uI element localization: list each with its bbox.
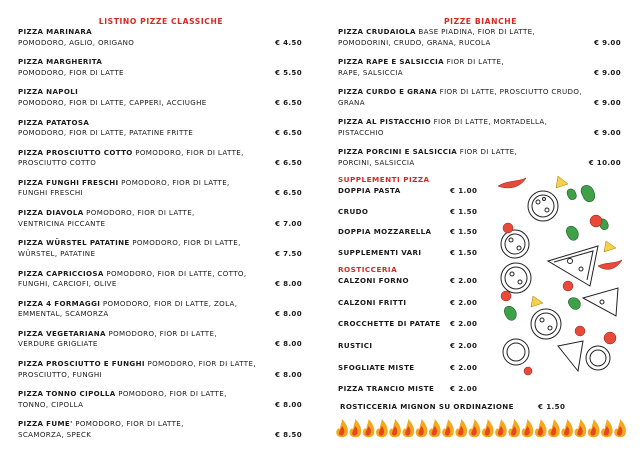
item-desc-1: POMODORO, FIOR DI LATTE, (115, 389, 227, 399)
item-name: PIZZA FUME' (18, 419, 73, 429)
item-name: PIZZA MARGHERITA (18, 57, 103, 67)
item-line-2: PROSCIUTTO COTTO (18, 158, 97, 168)
item-desc-1: BASE PIADINA, FIOR DI LATTE, (415, 27, 536, 36)
item-line-1 (18, 299, 304, 310)
white-pizza-title: PIZZE BIANCHE (444, 17, 517, 26)
flame-icon (535, 419, 547, 437)
item-price: € 8.50 (274, 429, 302, 439)
item-price: € 4.50 (274, 37, 302, 47)
flame-icon (548, 419, 560, 437)
item-price: € 9.00 (593, 127, 621, 137)
pizza-illustration (498, 166, 622, 378)
item-price: € 1.50 (450, 227, 478, 236)
item-name: PIZZA PROSCIUTTO E FUNGHI (18, 359, 145, 369)
item-line-2: POMODORO, FIOR DI LATTE, CAPPERI, ACCIUGHE (18, 97, 207, 107)
item-line-1 (338, 27, 623, 38)
flame-icon (561, 419, 573, 437)
item-name: PIZZA PROSCIUTTO COTTO (18, 147, 133, 157)
item-line-2: VENTRICINA PICCANTE (18, 218, 106, 228)
menu-item (18, 27, 304, 48)
item-price: € 8.00 (274, 369, 302, 379)
item-desc-1: FIOR DI LATTE, (457, 147, 518, 156)
menu-item (18, 178, 304, 199)
item-line-1 (18, 27, 304, 38)
item-name: CROCCHETTE DI PATATE (338, 319, 441, 329)
flame-icon (376, 419, 388, 437)
item-line-2: PROSCIUTTO, FUNGHI (18, 369, 102, 379)
item-name: PIZZA MARINARA (18, 27, 93, 36)
rosticceria-section (338, 265, 508, 394)
item-price: € 9.00 (593, 67, 621, 77)
item-desc-1: POMODORO, FIOR DI LATTE, COTTO, (103, 268, 247, 278)
item-price: € 2.00 (450, 384, 478, 394)
item-line-2: WÜRSTEL, PATATINE (18, 248, 96, 258)
item-line-2: VERDURE GRIGLIATE (18, 339, 98, 349)
flame-icon (614, 419, 626, 437)
item-line-1 (18, 359, 304, 370)
item-line-1 (18, 389, 304, 400)
item-price: € 1.50 (450, 206, 478, 216)
flame-icon (442, 419, 454, 437)
item-price: € 2.00 (450, 362, 478, 372)
item-desc-1: FIOR DI LATTE, (443, 57, 504, 66)
item-price: € 6.50 (274, 97, 302, 107)
classic-pizza-list (18, 27, 304, 440)
item-name: SFOGLIATE MISTE (338, 362, 415, 372)
item-name: SUPPLEMENTI VARI (338, 247, 422, 257)
item-name: PIZZA FUNGHI FRESCHI (18, 177, 119, 187)
flame-icon (389, 419, 401, 437)
menu-item (338, 207, 508, 217)
item-line-1 (18, 178, 304, 189)
item-name: PIZZA PATATOSA (18, 117, 90, 127)
item-line-1 (18, 87, 304, 98)
item-line-2: SCAMORZA, SPECK (18, 429, 92, 439)
flame-icon (363, 419, 375, 437)
item-line-1 (338, 87, 623, 98)
menu-item (18, 299, 304, 320)
menu-item (338, 319, 508, 329)
item-desc-1: POMODORO, FIOR DI LATTE, (144, 359, 256, 369)
item-desc-1: POMODORO, FIOR DI LATTE, (118, 177, 230, 187)
item-name: DOPPIA PASTA (338, 186, 401, 195)
classic-pizza-title: LISTINO PIZZE CLASSICHE (98, 17, 224, 26)
item-price: € 8.00 (274, 309, 302, 319)
item-price: € 1.00 (450, 186, 478, 195)
supplementi-section (338, 175, 508, 258)
flame-icon (416, 419, 428, 437)
item-line-2: FUNGHI, CARCIOFI, OLIVE (18, 279, 117, 288)
item-price: € 2.00 (450, 341, 478, 351)
supplementi-list (338, 186, 508, 258)
flame-icon (522, 419, 534, 437)
item-name: PIZZA RAPE E SALSICCIA (338, 57, 444, 66)
item-desc-1: POMODORO, FIOR DI LATTE, (83, 208, 195, 218)
item-line-2: FUNGHI FRESCHI (18, 188, 84, 198)
item-line-1 (18, 419, 304, 430)
item-price: € 2.00 (450, 276, 478, 285)
menu-item (18, 87, 304, 108)
menu-item (338, 87, 623, 108)
item-line-1 (18, 329, 304, 340)
flame-icon (601, 419, 613, 437)
item-name: PIZZA 4 FORMAGGI (18, 298, 101, 308)
item-name: PIZZA AL PISTACCHIO (338, 117, 431, 126)
menu-item (18, 269, 304, 290)
flame-icon (508, 419, 520, 437)
flame-icon (495, 419, 507, 437)
item-price: € 6.50 (274, 188, 302, 198)
item-line-2: TONNO, CIPOLLA (18, 399, 84, 409)
flame-icon (575, 419, 587, 437)
menu-item (338, 57, 623, 78)
item-line-1 (18, 238, 304, 249)
menu-item (18, 419, 304, 440)
item-name: CALZONI FORNO (338, 276, 409, 285)
item-name: PIZZA CURDO E GRANA (338, 87, 438, 96)
item-line-2: POMODORO, AGLIO, ORIGANO (18, 37, 135, 47)
item-line-1 (338, 57, 623, 68)
menu-item (338, 227, 508, 237)
item-desc-1: POMODORO, FIOR DI LATTE, (72, 419, 184, 429)
item-line-1 (338, 117, 623, 128)
item-desc-1: POMODORO, FIOR DI LATTE, (105, 328, 217, 338)
menu-item (18, 57, 304, 78)
menu-item (18, 329, 304, 350)
menu-item (338, 384, 508, 394)
item-line-1 (18, 118, 304, 129)
item-line-2: RAPE, SALSICCIA (338, 67, 403, 77)
item-desc-1: POMODORO, FIOR DI LATTE, (132, 147, 244, 157)
menu-item (18, 208, 304, 229)
flame-icon (588, 419, 600, 437)
menu-item (18, 359, 304, 380)
item-line-2: GRANA (338, 97, 365, 107)
item-price: € 10.00 (588, 157, 621, 167)
item-line-2: POMODORINI, CRUDO, GRANA, RUCOLA (338, 37, 491, 47)
flame-icon (350, 419, 362, 437)
item-desc-1: POMODORO, FIOR DI LATTE, (129, 238, 241, 248)
item-line-2: POMODORO, FIOR DI LATTE, PATATINE FRITTE (18, 128, 194, 138)
supplementi-title: SUPPLEMENTI PIZZA (338, 175, 430, 184)
item-name: PIZZA CRUDAIOLA (338, 27, 416, 36)
item-line-2: POMODORO, FIOR DI LATTE (18, 67, 124, 77)
item-line-1 (18, 269, 304, 280)
item-name: PIZZA NAPOLI (18, 87, 79, 97)
item-name: PIZZA WÜRSTEL PATATINE (18, 238, 130, 248)
flame-icon (403, 419, 415, 437)
menu-item (338, 341, 508, 351)
menu-item (338, 186, 508, 196)
item-price: € 8.00 (274, 339, 302, 349)
rosticceria-list (338, 276, 508, 394)
item-name: PIZZA CAPRICCIOSA (18, 268, 104, 278)
item-price: € 5.50 (274, 67, 302, 77)
item-price: € 8.00 (274, 399, 302, 409)
flame-icon (455, 419, 467, 437)
item-line-2: PISTACCHIO (338, 127, 384, 137)
white-pizza-column (338, 16, 623, 394)
menu-item (338, 276, 508, 286)
classic-pizza-column (18, 16, 304, 450)
menu-item (338, 27, 623, 48)
flame-icon (469, 419, 481, 437)
item-name: PIZZA DIAVOLA (18, 208, 84, 218)
item-price: € 1.50 (450, 247, 478, 257)
mignon-label: ROSTICCERIA MIGNON SU ORDINAZIONE (340, 402, 514, 411)
item-name: CALZONI FRITTI (338, 297, 407, 307)
menu-item (338, 298, 508, 308)
item-price: € 2.00 (450, 297, 478, 307)
item-price: € 9.00 (593, 97, 621, 107)
item-desc-1: FIOR DI LATTE, MORTADELLA, (430, 117, 548, 126)
item-price: € 7.50 (274, 248, 302, 258)
item-price: € 9.00 (593, 37, 621, 47)
item-name: DOPPIA MOZZARELLA (338, 227, 432, 236)
item-price: € 6.50 (274, 128, 302, 138)
rosticceria-title: ROSTICCERIA (338, 265, 398, 274)
menu-item (338, 248, 508, 258)
mignon-row (340, 402, 566, 411)
menu-item (18, 238, 304, 259)
menu-item (338, 117, 623, 138)
menu-item (338, 363, 508, 373)
flame-icon (336, 419, 348, 437)
menu-item (18, 118, 304, 139)
flame-icon (482, 419, 494, 437)
mignon-price: € 1.50 (538, 402, 566, 411)
menu-item (18, 148, 304, 169)
item-name: PIZZA PORCINI E SALSICCIA (338, 147, 458, 156)
flame-icon (429, 419, 441, 437)
item-name: RUSTICI (338, 341, 373, 351)
flame-border (336, 417, 626, 439)
item-name: PIZZA TONNO CIPOLLA (18, 389, 116, 399)
white-pizza-list (338, 27, 623, 168)
item-price: € 2.00 (450, 319, 478, 329)
item-desc-1: POMODORO, FIOR DI LATTE, ZOLA, (100, 298, 238, 308)
item-line-1 (18, 57, 304, 68)
item-price: € 8.00 (274, 279, 302, 288)
menu-item (18, 389, 304, 410)
item-line-2: PORCINI, SALSICCIA (338, 157, 415, 167)
item-name: CRUDO (338, 206, 369, 216)
menu-item (338, 147, 623, 168)
item-line-1 (338, 147, 623, 158)
item-line-1 (18, 148, 304, 159)
item-name: PIZZA VEGETARIANA (18, 328, 106, 338)
item-price: € 7.00 (274, 218, 302, 228)
item-line-1 (18, 208, 304, 219)
item-name: PIZZA TRANCIO MISTE (338, 384, 435, 394)
item-price: € 6.50 (274, 158, 302, 168)
item-line-2: EMMENTAL, SCAMORZA (18, 309, 109, 319)
item-desc-1: FIOR DI LATTE, PROSCIUTTO CRUDO, (437, 87, 582, 96)
